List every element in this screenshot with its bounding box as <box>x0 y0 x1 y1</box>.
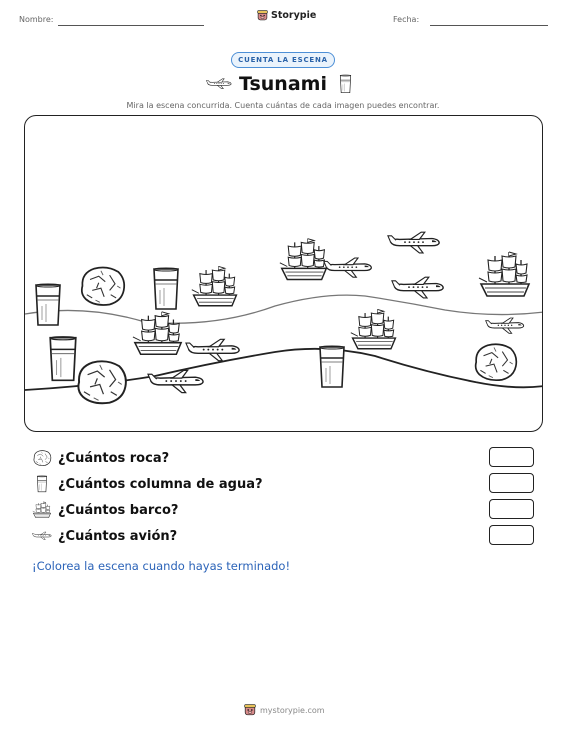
question-text: ¿Cuántos barco? <box>58 502 179 518</box>
storypie-pig-icon <box>257 10 268 21</box>
water-column-1 <box>36 284 60 325</box>
activity-badge: CUENTA LA ESCENA <box>231 52 335 68</box>
question-text: ¿Cuántos avión? <box>58 528 178 544</box>
scene-illustration <box>25 116 543 432</box>
airplane-6 <box>148 370 203 392</box>
question-airplanes <box>32 525 177 547</box>
question-rocks <box>32 447 169 469</box>
footer-url[interactable]: mystorypie.com <box>260 705 325 715</box>
ship-icon <box>32 501 52 519</box>
ship-4 <box>133 312 181 354</box>
question-text: ¿Cuántos roca? <box>58 450 170 466</box>
rock-3 <box>476 344 517 380</box>
water-column-icon <box>339 74 352 94</box>
airplane-2 <box>324 258 372 277</box>
ship-5 <box>351 309 396 348</box>
footer <box>244 704 325 716</box>
brand-name: Storypie <box>271 10 317 21</box>
ship-3 <box>479 252 529 296</box>
name-line[interactable] <box>58 25 204 26</box>
closing-note: ¡Colorea la escena cuando hayas terminado! <box>32 559 291 573</box>
brand-logo <box>257 10 316 21</box>
water-column-icon <box>32 475 52 493</box>
instructions: Mira la escena concurrida. Cuenta cuántas de cada imagen puedes encontrar. <box>126 101 440 110</box>
ship-1 <box>192 266 237 305</box>
question-ships <box>32 499 178 521</box>
airplane-icon <box>32 527 52 545</box>
rock-1 <box>82 268 124 305</box>
water-column-3 <box>50 337 76 381</box>
airplane-4 <box>486 318 524 333</box>
rock-icon <box>32 449 52 467</box>
date-line[interactable] <box>430 25 548 26</box>
water-column-4 <box>320 346 344 387</box>
answer-box-ships[interactable] <box>489 499 534 519</box>
question-water-columns <box>32 473 263 495</box>
name-label: Nombre: <box>19 15 54 24</box>
scene-panel <box>24 115 543 432</box>
page-title: Tsunami <box>239 73 327 95</box>
rock-2 <box>78 361 125 403</box>
storypie-pig-icon <box>244 704 256 716</box>
question-text: ¿Cuántos columna de agua? <box>58 476 263 492</box>
answer-box-water-columns[interactable] <box>489 473 534 493</box>
airplane-1 <box>388 232 439 253</box>
airplane-3 <box>392 277 443 298</box>
ship-2 <box>280 239 326 280</box>
water-column-2 <box>154 268 178 309</box>
date-label: Fecha: <box>393 15 420 24</box>
answer-box-rocks[interactable] <box>489 447 534 467</box>
answer-box-airplanes[interactable] <box>489 525 534 545</box>
airplane-5 <box>186 339 239 360</box>
